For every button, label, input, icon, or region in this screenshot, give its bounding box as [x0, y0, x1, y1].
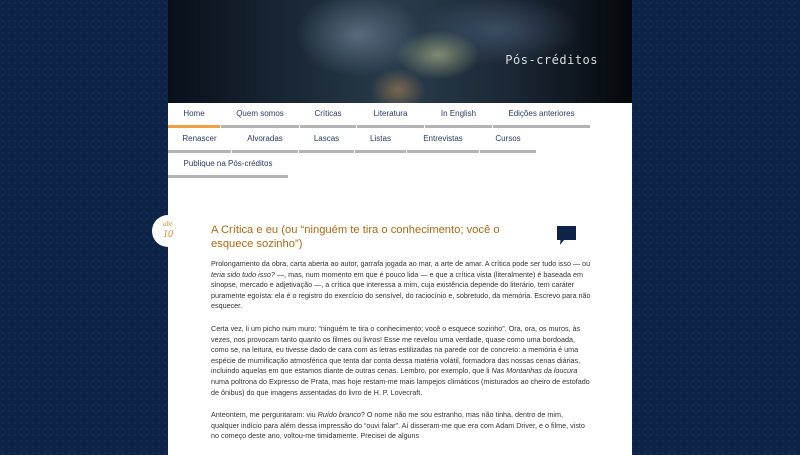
text-run: —, mas, num momento em que é pouco lida — e que a crítica vista (literalmente) é baseada em sinopse, mercado e adjetivação —, a crítica que interessa a mim, cuja existência depende do literário, tem caráter puramente egoísta: ela é o registro do exercício do sensível, do raciocínio e, sobretudo, da memória. Escrevo para não esquecer. — [211, 269, 591, 311]
site-title[interactable]: Pós-créditos — [505, 53, 598, 67]
text-run: numa poltrona do Expresso de Prata, mas hoje restam-me mais lampejos climáticos (misturados ao cheiro de estofado de ônibus) do que imagens assentadas do livro de H. P. Lovecraft. — [211, 376, 590, 397]
text-run-italic: teria sido tudo isso? — [211, 269, 275, 279]
nav-item-cursos[interactable]: Cursos — [480, 128, 536, 153]
post-date-month: abr — [163, 220, 173, 228]
post-date-badge — [152, 215, 184, 247]
page-container — [163, 0, 632, 455]
post-body — [211, 259, 591, 454]
nav-item-in-english[interactable]: In English — [425, 103, 492, 128]
nav-item-quem-somos[interactable]: Quem somos — [221, 103, 299, 128]
nav-item-lascas[interactable]: Lascas — [299, 128, 354, 153]
post-title[interactable]: A Crítica e eu (ou “ninguém te tira o conhecimento; você o esquece sozinho”) — [211, 224, 500, 250]
comment-icon[interactable] — [556, 225, 578, 252]
text-run: Prolongamento da obra, carta aberta ao autor, garrafa jogada ao mar, a arte de amar. A crítica pode ser tudo isso — ou — [211, 259, 591, 268]
nav-item-home[interactable]: Home — [168, 103, 220, 128]
speech-bubble-icon — [556, 225, 578, 247]
text-run-italic: Nas Montanhas da loucura — [491, 366, 578, 376]
text-run: Certa vez, li um picho num muro: “ninguém te tira o conhecimento; você o esquece sozinho”. Ora, ora, os muros, às vezes, nos provocam tanto quanto os filmes ou livros! Esse me revelou uma verdade, quase como uma bordoada, como se, na leitura, eu tivesse dado de cara com as letras estilizadas na parede cor de concreto: a memória é uma espécie de mumificação atmosférica que tenta dar conta dessa matéria volátil, formadora das nossas cenas diárias, incluindo aquelas em que estamos diante de outras cenas. Lembro, por exemplo, que li — [211, 323, 581, 376]
nav-item-edicoes-anteriores[interactable]: Edições anteriores — [493, 103, 590, 128]
nav-item-entrevistas[interactable]: Entrevistas — [407, 128, 479, 153]
post-date-day: 10 — [163, 229, 173, 240]
text-run-italic: Ruído branco — [317, 410, 361, 420]
post-paragraph-1 — [211, 259, 591, 312]
nav-item-listas[interactable]: Listas — [355, 128, 406, 153]
post-paragraph-3 — [211, 410, 591, 442]
post-paragraph-2 — [211, 324, 591, 398]
nav-item-publique[interactable]: Publique na Pós-créditos — [168, 153, 288, 178]
nav-item-renascer[interactable]: Renascer — [168, 128, 231, 153]
text-run: Anteontem, me perguntaram: viu — [211, 410, 318, 420]
text-run: ? O nome não me sou estranho, mas não tinha, dentro de mim, qualquer indício para além dessa impressão do “ouvi falar”. Aí disseram-me que era com Adam Driver, e o filme, visto no começo deste ano, voltou-me timidamente. Precisei de alguns — [211, 410, 585, 441]
nav-item-alvoradas[interactable]: Alvoradas — [232, 128, 298, 153]
header-banner[interactable] — [168, 0, 632, 103]
nav-item-criticas[interactable]: Críticas — [300, 103, 356, 128]
nav-item-literatura[interactable]: Literatura — [357, 103, 424, 128]
